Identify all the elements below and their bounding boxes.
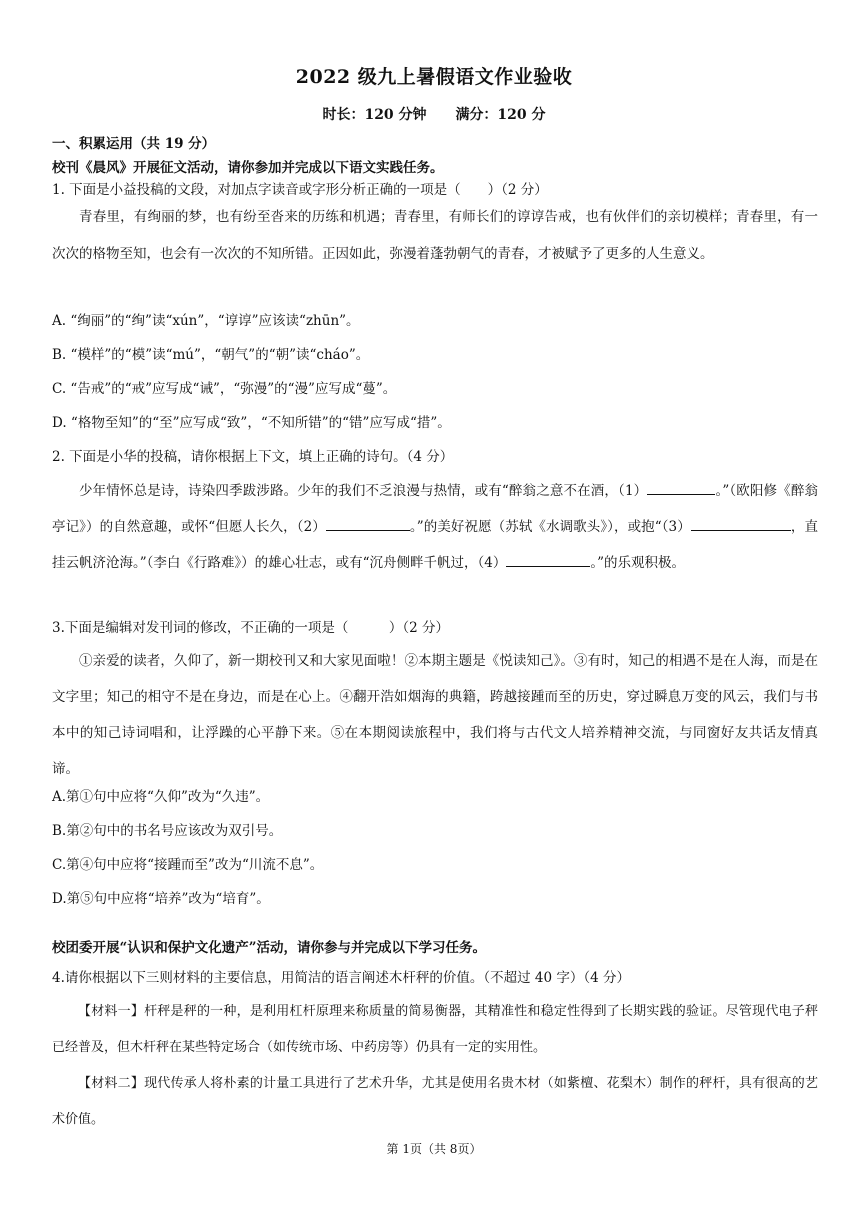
- material-1: 【材料一】杆秤是秤的一种，是利用杠杆原理来称质量的简易衡器，其精准性和稳定性得到了长期实践的验证。尽管现代电子秤已经普及，但木杆秤在某些特定场合（如传统市场、中药房等）仍具有一定的实用性。: [52, 1004, 818, 1055]
- q1-stem: 1. 下面是小益投稿的文段，对加点字读音或字形分析正确的一项是（ ）（2 分）: [52, 182, 548, 198]
- q1-option-d: D. “格物至知”的“至”应写成“致”，“不知所错”的“错”应写成“措”。: [52, 415, 451, 431]
- q3-option-d: D.第⑤句中应将“培养”改为“培育”。: [52, 891, 270, 907]
- q3-passage: ①亲爱的读者，久仰了，新一期校刊又和大家见面啦！②本期主题是《悦读知己》。③有时，知己的相遇不是在人海，而是在文字里；知己的相守不是在身边，而是在心上。④翻开浩如烟海的典籍，跨越接踵而至的历史，穿过瞬息万变的风云，我们与书本中的知己诗词唱和，让浮躁的心平静下来。⑤在本期阅读旅程中，我们将与古代文人培养精神交流，与同窗好友共话友情真谛。: [52, 653, 818, 777]
- duration-label: 时长：120 分钟: [322, 107, 427, 123]
- page-title: 2022 级九上暑假语文作业验收: [295, 66, 573, 88]
- task2-intro: 校团委开展“认识和保护文化遗产”活动，请你参与并完成以下学习任务。: [52, 940, 487, 956]
- section1-heading: 一、积累运用（共 19 分）: [52, 136, 216, 152]
- task1-intro: 校刊《晨风》开展征文活动，请你参加并完成以下语文实践任务。: [52, 160, 444, 176]
- exam-info: [0, 104, 868, 124]
- q1-option-b: B. “模样”的“模”读“mú”，“朝气”的“朝”读“cháo”。: [52, 347, 370, 363]
- answer-blank-3[interactable]: [691, 516, 791, 531]
- q3-option-b: B.第②句中的书名号应该改为双引号。: [52, 823, 283, 839]
- q1-option-c: C. “告戒”的“戒”应写成“诫”，“弥漫”的“漫”应写成“蔓”。: [52, 381, 397, 397]
- q1-option-a: A. “绚丽”的“绚”读“xún”，“谆谆”应该读“zhūn”。: [52, 313, 360, 329]
- answer-blank-1[interactable]: [647, 480, 715, 495]
- full-score-label: 满分：120 分: [455, 107, 546, 123]
- answer-blank-4[interactable]: [506, 552, 590, 567]
- q2-text-3: 。”的美好祝愿（苏轼《水调歌头》），或抱“（3）: [409, 519, 691, 535]
- q1-passage: 青春里，有绚丽的梦，也有纷至沓来的历练和机遇；青春里，有师长们的谆谆告戒，也有伙伴们的亲切模样；青春里，有一次次的格物至知，也会有一次次的不知所错。正因如此，弥漫着蓬勃朝气的青春，才被赋予了更多的人生意义。: [52, 209, 818, 262]
- q2-passage: [52, 473, 818, 581]
- q3-stem: 3.下面是编辑对发刊词的修改，不正确的一项是（ ）（2 分）: [52, 620, 450, 636]
- q3-option-a: A.第①句中应将“久仰”改为“久违”。: [52, 789, 270, 805]
- q2-text-4: ，直挂云帆济沧海。”（李白《行路难》）的雄心壮志，或有“沉舟侧畔千帆过，（4）: [52, 519, 818, 571]
- q2-text-1: 少年情怀总是诗，诗染四季跋涉路。少年的我们不乏浪漫与热情，或有“醉翁之意不在酒，（1）: [79, 483, 648, 499]
- q2-stem: 2. 下面是小华的投稿，请你根据上下文，填上正确的诗句。（4 分）: [52, 449, 454, 465]
- answer-blank-2[interactable]: [326, 516, 410, 531]
- q4-stem: 4.请你根据以下三则材料的主要信息，用简洁的语言阐述木杆秤的价值。（不超过 40 字）（4 分）: [52, 970, 631, 986]
- q3-option-c: C.第④句中应将“接踵而至”改为“川流不息”。: [52, 857, 324, 873]
- q2-text-5: 。”的乐观积极。: [590, 555, 686, 571]
- material-2: 【材料二】现代传承人将朴素的计量工具进行了艺术升华，尤其是使用名贵木材（如紫檀、花梨木）制作的秤杆，具有很高的艺术价值。: [52, 1076, 818, 1127]
- page-number: 第 1页（共 8页）: [386, 1142, 482, 1156]
- q2-text-2: 。”（欧阳修《醉翁亭记》）的自然意趣，或怀“但愿人长久，（2）: [52, 483, 818, 535]
